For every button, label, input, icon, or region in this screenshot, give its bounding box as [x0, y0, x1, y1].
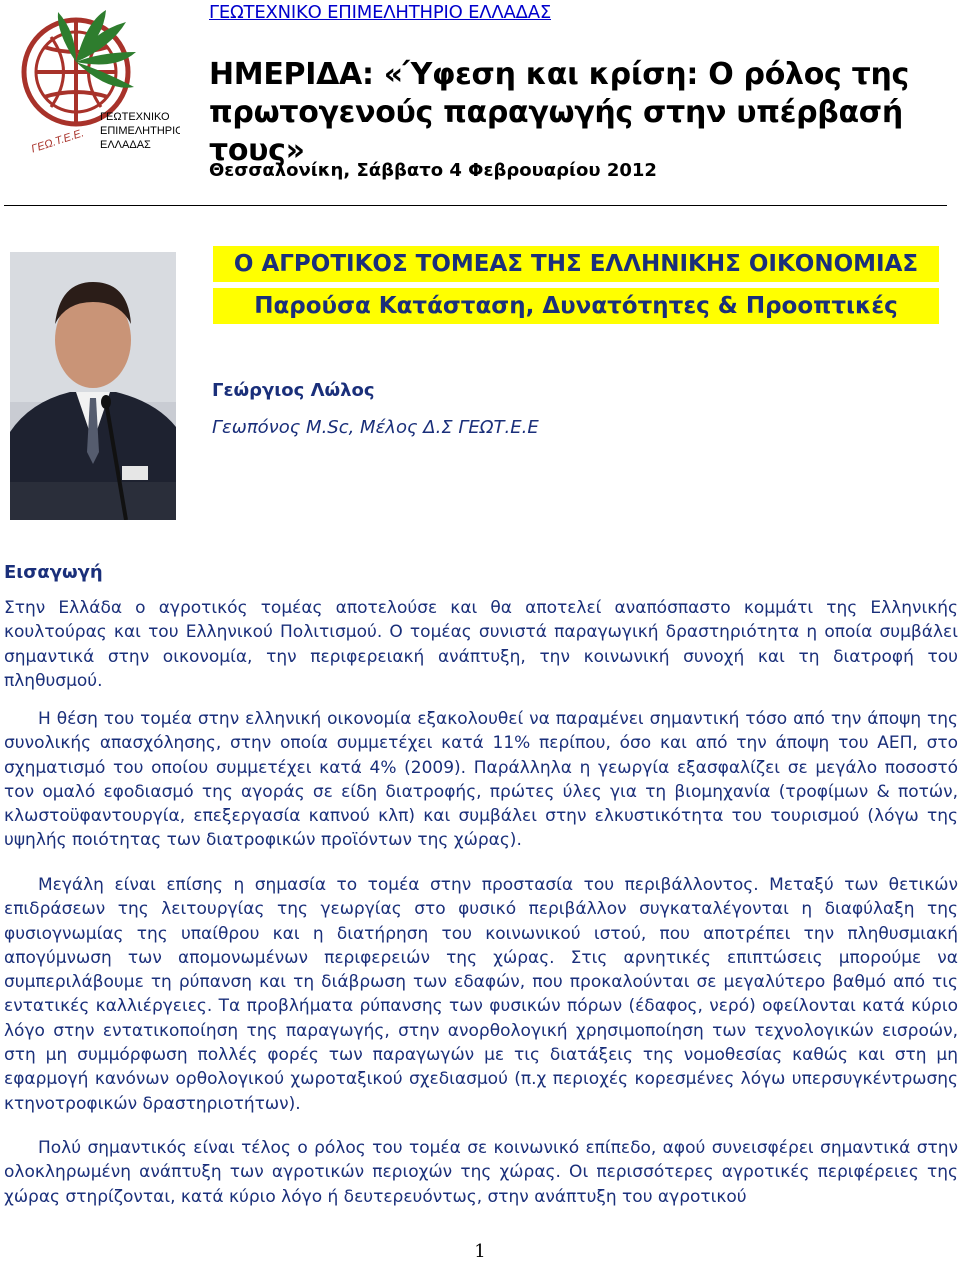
author-photo — [10, 252, 176, 520]
paragraph-1: Στην Ελλάδα ο αγροτικός τομέας αποτελούσε και θα αποτελεί αναπόσπαστο κομμάτι της Ελληνικής κουλτούρας και του Ελληνικού Πολιτισμού. Ο τομέας συνιστά παραγωγική δραστηριότητα η οποία συμβάλει σημαντικά στην οικονομία, την περιφερειακή ανάπτυξη, την κοινωνική συνοχή και τη διατροφή του πληθυσμού. — [4, 598, 958, 691]
logo-text-line3: ΕΛΛΑΔΑΣ — [100, 139, 151, 151]
logo-text-line1: ΓΕΩΤΕΧΝΙΚΟ — [100, 111, 170, 123]
event-title: ΗΜΕΡΙΔΑ: «Ύφεση και κρίση: Ο ρόλος της πρωτογενούς παραγωγής στην υπέρβασή τους» — [209, 57, 910, 168]
section-heading: Εισαγωγή — [4, 562, 103, 583]
logo-ring-text: ΓΕΩ.Τ.Ε.Ε. — [29, 127, 86, 156]
event-date: Θεσσαλονίκη, Σάββατο 4 Φεβρουαρίου 2012 — [209, 160, 657, 181]
logo-text-line2: ΕΠΙΜΕΛΗΤΗΡΙΟ — [100, 125, 180, 137]
paragraph-4: Πολύ σημαντικός είναι τέλος ο ρόλος του τομέα σε κοινωνικό επίπεδο, αφού συνεισφέρει σημαντικά στην ολοκληρωμένη ανάπτυξη των αγροτικών περιοχών της χώρας. Οι περισσότερες αγροτικές περιφέρειες της χώρας στηρίζονται, κατά κύριο λόγο ή δευτερευόντως, στην ανάπτυξη του αγροτικού — [4, 1138, 958, 1207]
header-divider — [4, 205, 947, 206]
paragraph-3: Μεγάλη είναι επίσης η σημασία το τομέα στην προστασία του περιβάλλοντος. Μεταξύ των θετικών επιδράσεων της λειτουργίας της γεωργίας στο φυσικό περιβάλλον συγκαταλέγονται η διαφύλαξη της φυσιογνωμίας της υπαίθρου και η διατήρηση του κοινωνικού ιστού, που αποτρέπει την πληθυσμιακή απογύμνωση των απομονωμένων περιφερειών της χώρας. Στις αρνητικές επιπτώσεις μπορούμε να συμπεριλάβουμε τη ρύπανση και τη διάβρωση των εδαφών, που προκαλούνται σε μεγαλύτερο βαθμό από τις εντατικές καλλιέργειες. Τα προβλήματα ρύπανσης των φυσικών πόρων (έδαφος, νερό) οφείλονται κατά κύριο λόγο στην εντατικοποίηση της παραγωγής, στην ανορθολογική χρησιμοποίηση των τεχνολογικών εισροών, στη μη συμμόρφωση πολλές φορές των παραγωγών με τις διατάξεις της νομοθεσίας καθώς και στη μη εφαρμογή κανόνων ορθολογικού χωροταξικού σχεδιασμού (π.χ περιοχές κορεσμένες λόγω υπερσυγκέντρωσης κτηνοτροφικών δραστηριοτήτων). — [4, 875, 958, 1114]
author-name: Γεώργιος Λώλος — [212, 380, 375, 401]
org-link[interactable]: ΓΕΩΤΕΧΝΙΚΟ ΕΠΙΜΕΛΗΤΗΡΙΟ ΕΛΛΑΔΑΣ — [209, 2, 551, 23]
headline-line1: Ο ΑΓΡΟΤΙΚΟΣ ΤΟΜΕΑΣ ΤΗΣ ΕΛΛΗΝΙΚΗΣ ΟΙΚΟΝΟΜΙΑΣ — [213, 246, 939, 282]
author-title: Γεωπόνος M.Sc, Μέλος Δ.Σ ΓΕΩΤ.Ε.Ε — [212, 417, 539, 438]
headline-line2: Παρούσα Κατάσταση, Δυνατότητες & Προοπτικές — [213, 288, 939, 324]
geotee-logo — [16, 2, 180, 160]
paragraph-2: Η θέση του τομέα στην ελληνική οικονομία εξακολουθεί να παραμένει σημαντική τόσο από την άποψη της συνολικής απασχόλησης, στην οποία συμμετέχει κατά 11% περίπου, όσο και από την άποψη του ΑΕΠ, στο σχηματισμό του οποίου συμμετέχει κατά 4% (2009). Παράλληλα η γεωργία εξασφαλίζει σε μεγάλο ποσοστό τον ομαλό εφοδιασμό της αγοράς σε είδη διατροφής, πρώτες ύλες για τη βιομηχανία (τροφίμων & ποτών, κλωστοϋφαντουργία, επεξεργασία καπνού κλπ) και συμβάλει στην ελκυστικότητα του τουρισμού (λόγω της υψηλής ποιότητας των διατροφικών προϊόντων της χώρας). — [4, 709, 958, 851]
page-number: 1 — [474, 1241, 486, 1262]
